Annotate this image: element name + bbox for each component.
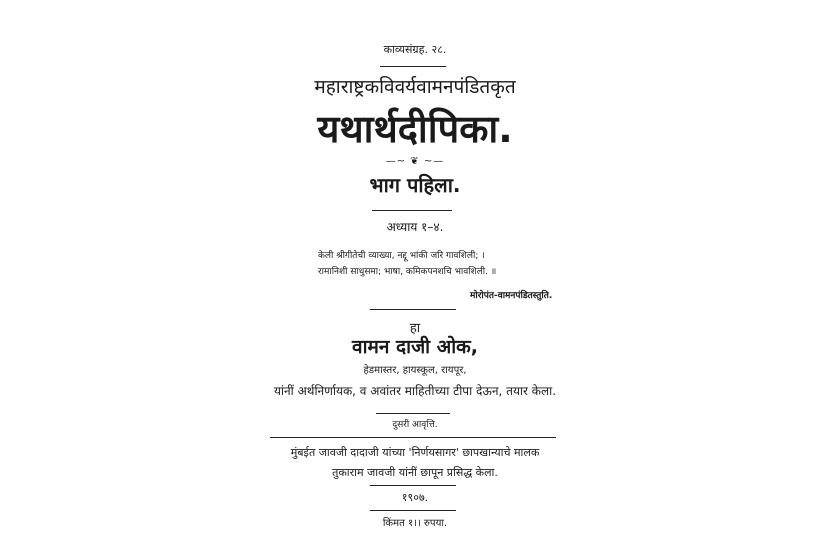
verse-line-1: केली श्रीगीतेची व्याख्या, नद्दू भांकी जरि गावशिली; । (318, 251, 485, 261)
series-number: काव्यसंग्रह. २८. (383, 43, 447, 56)
by-label: हा (409, 321, 421, 336)
divider-verse (370, 309, 456, 310)
publication-year: १९०७. (401, 491, 429, 504)
verse-attribution: मोरोपंत-वामनपंडितस्तुति. (470, 291, 553, 301)
verse-line-2: रामानिशी साधुसमा; भाषा, कमिकपनशचि भावशिली. ॥ (318, 267, 497, 277)
edition-label: दुसरी आवृत्ति. (392, 420, 438, 430)
subtitle: महाराष्ट्रकविवर्यवामनपंडितकृत (314, 76, 516, 98)
divider-year (370, 510, 456, 511)
divider-top (380, 66, 446, 67)
price-label: किंमत १।। रुपया. (382, 518, 448, 529)
chapters-label: अध्याय १–४. (386, 220, 444, 234)
author-name: वामन दाजी ओक, (352, 336, 478, 358)
publisher-line-1: मुंबईत जावजी दादाजी यांच्या 'निर्णयसागर' छापखान्याचे मालक (290, 446, 540, 459)
author-position: हेडमास्तर, हायस्कूल, रायपूर, (363, 365, 467, 376)
divider-publisher (370, 485, 456, 486)
main-title: यथार्थदीपिका. (317, 107, 513, 151)
divider-edition-bottom (270, 437, 556, 438)
publisher-line-2: तुकाराम जावजी यांनीं छापून प्रसिद्ध केला. (332, 466, 498, 479)
part-label: भाग पहिला. (369, 173, 461, 197)
editor-note: यांनीं अर्थनिर्णायक, व अवांतर माहितीच्या टीपा देऊन, तयार केला. (273, 384, 557, 398)
ornament-divider: —~ ❦ ~— (385, 156, 445, 167)
divider-edition-top (376, 413, 450, 414)
divider-part (372, 210, 452, 211)
